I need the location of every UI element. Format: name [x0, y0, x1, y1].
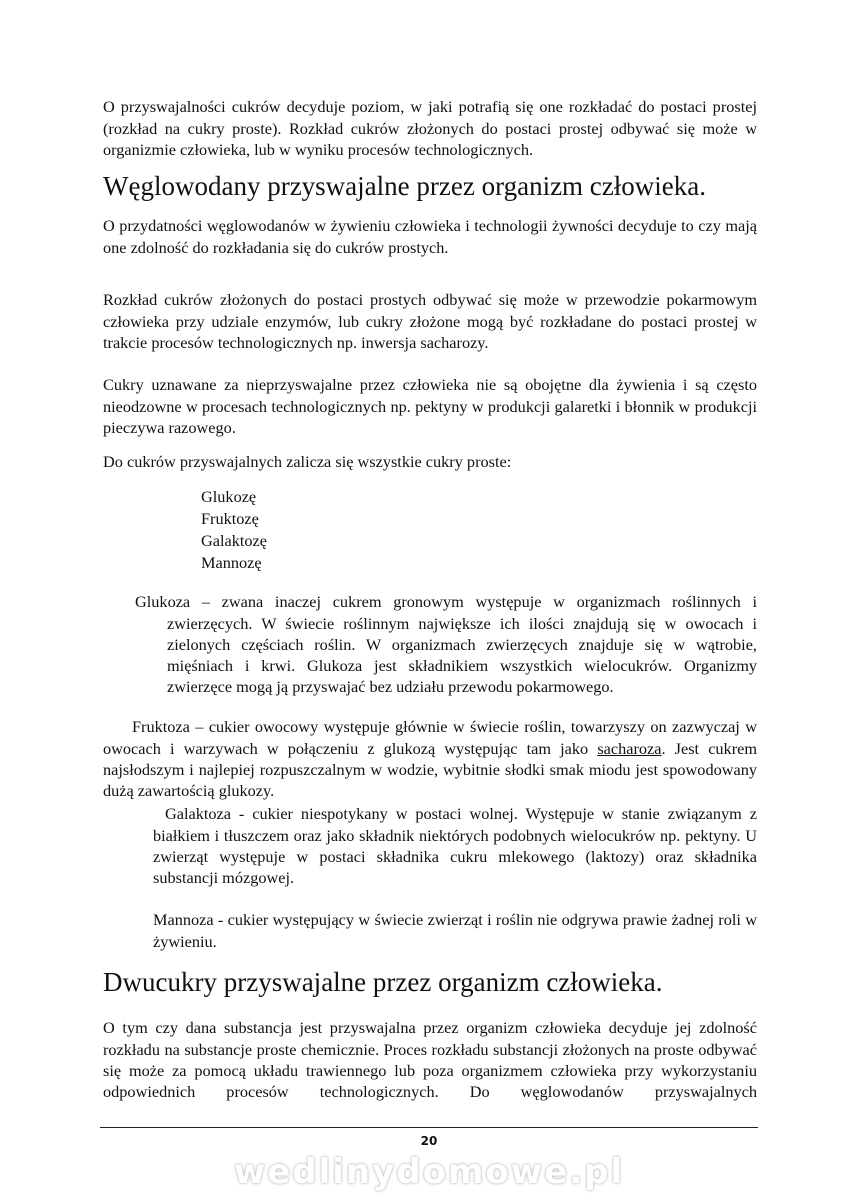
fruktoza-text: Fruktoza – cukier owocowy występuje głównie w świecie roślin, towarzyszy on zazwyczaj w owocach i warzywach w połączeniu z glukozą występując tam jako: [103, 717, 757, 758]
paragraph-2: Rozkład cukrów złożonych do postaci prostych odbywać się może w przewodzie pokarmowym człowieka przy udziale enzymów, lub cukry złożone mogą być rozkładane do postaci prostej w trakcie procesów technologicznych np. inwersja sacharozy.: [103, 290, 757, 352]
fruktoza-paragraph: [103, 716, 757, 801]
glukoza-paragraph: Glukoza – zwana inaczej cukrem gronowym występuje w organizmach roślinnych i zwierzęcych. W świecie roślinnym największe ich ilości znajdują się w owocach i zielonych częściach roślin. W organizmach zwierzęcych znajduje się w wątrobie, mięśniach i krwi. Glukoza jest składnikiem wszystkich wielocukrów. Organizmy zwierzęce mogą ją przyswajać bez udziału przewodu pokarmowego.: [135, 592, 757, 697]
footer-rule: [100, 1127, 758, 1128]
watermark: wedlinydomowe.pl: [233, 1152, 625, 1192]
fruktoza-text-end: . Jest cukrem najsłodszym i najlepiej rozpuszczalnym w wodzie, wybitnie słodki smak miodu jest spowodowany dużą zawartością glukozy.: [103, 738, 758, 801]
section-heading-1: Węglowodany przyswajalne przez organizm człowieka.: [103, 171, 706, 201]
section-heading-2: Dwucukry przyswajalne przez organizm człowieka.: [103, 967, 663, 997]
sacharoza-link[interactable]: sacharoza: [597, 738, 662, 758]
paragraph-1: O przydatności węglowodanów w żywieniu człowieka i technologii żywności decyduje to czy mają one zdolność do rozkładania się do cukrów prostych.: [103, 216, 757, 257]
sugar-list-item: Fruktozę: [201, 509, 259, 528]
sugar-list-item: Glukozę: [201, 487, 257, 506]
intro-paragraph: O przyswajalności cukrów decyduje poziom, w jaki potrafią się one rozkładać do postaci prostej (rozkład na cukry proste). Rozkład cukrów złożonych do postaci prostej odbywać się może w organizmie człowieka, lub w wyniku procesów technologicznych.: [103, 97, 757, 159]
sugar-list-item: Mannozę: [201, 553, 262, 572]
paragraph-4: Do cukrów przyswajalnych zalicza się wszystkie cukry proste:: [103, 452, 512, 472]
page-number: 20: [420, 1134, 438, 1148]
mannoza-paragraph: Mannoza - cukier występujący w świecie zwierząt i roślin nie odgrywa prawie żadnej roli w żywieniu.: [153, 910, 757, 951]
sugar-list-item: Galaktozę: [201, 531, 267, 550]
paragraph-5: O tym czy dana substancja jest przyswajalna przez organizm człowieka decyduje jej zdolność rozkładu na substancje proste chemicznie. Proces rozkładu substancji złożonych na proste odbywać się może za pomocą układu trawiennego lub poza organizmem człowieka przy wykorzystaniu odpowiednich procesów technologicznych. Do węglowodanów przyswajalnych: [103, 1018, 757, 1102]
galaktoza-paragraph: Galaktoza - cukier niespotykany w postaci wolnej. Występuje w stanie związanym z białkiem i tłuszczem oraz jako składnik niektórych podobnych wielocukrów np. pektyny. U zwierząt występuje w postaci składnika cukru mlekowego (laktozy) oraz składnika substancji mózgowej.: [153, 804, 757, 888]
paragraph-3: Cukry uznawane za nieprzyswajalne przez człowieka nie są obojętne dla żywienia i są często nieodzowne w procesach technologicznych np. pektyny w produkcji galaretki i błonnik w produkcji pieczywa razowego.: [103, 375, 757, 437]
